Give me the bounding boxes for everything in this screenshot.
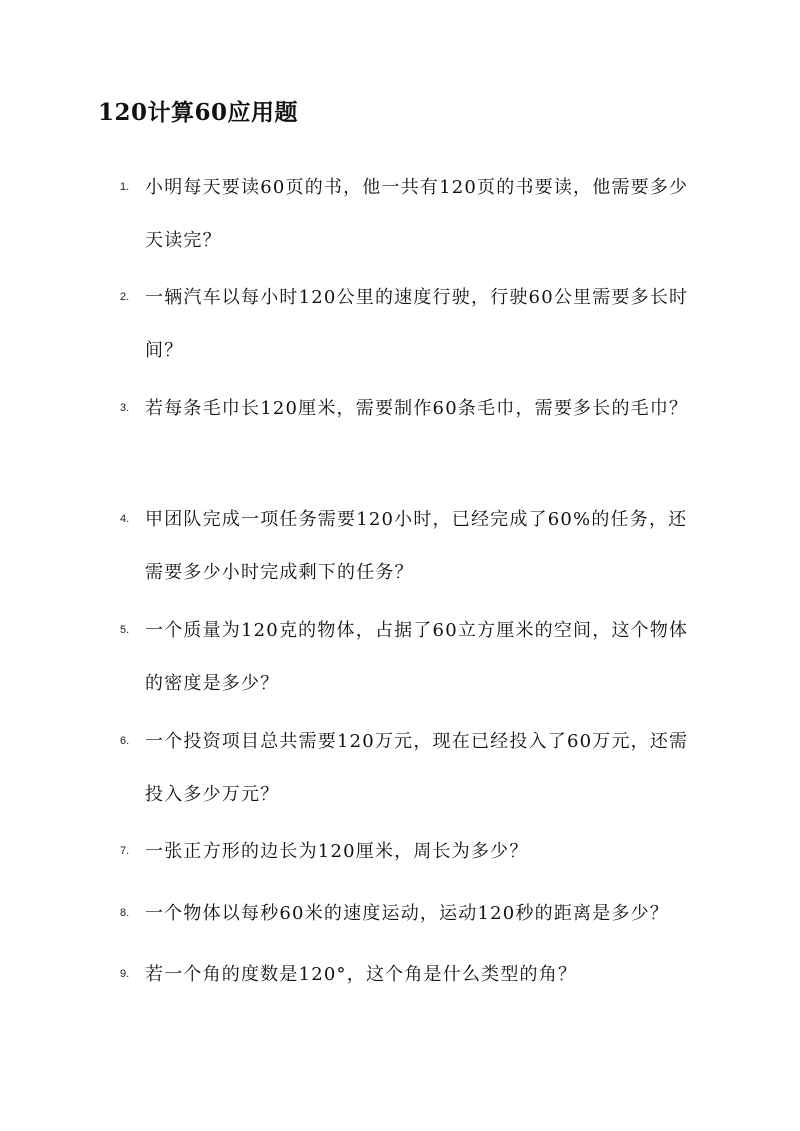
question-number: 8. bbox=[120, 907, 130, 919]
question-text: 若每条毛巾长120厘米，需要制作60条毛巾，需要多长的毛巾？ bbox=[145, 398, 689, 419]
question-number: 6. bbox=[120, 735, 130, 747]
question-number: 1. bbox=[120, 181, 130, 193]
question-number: 2. bbox=[120, 291, 130, 303]
question-text: 一张正方形的边长为120厘米，周长为多少？ bbox=[145, 841, 529, 862]
question-text: 一个物体以每秒60米的速度运动，运动120秒的距离是多少？ bbox=[145, 903, 670, 924]
question-number: 9. bbox=[120, 968, 130, 980]
question-text: 小明每天要读60页的书，他一共有120页的书要读，他需要多少天读完？ bbox=[145, 177, 689, 251]
question-text: 一辆汽车以每小时120公里的速度行驶，行驶60公里需要多长时间？ bbox=[145, 287, 689, 361]
page-title: 120计算60应用题 bbox=[98, 99, 299, 126]
question-number: 4. bbox=[120, 513, 130, 525]
question-number: 7. bbox=[120, 845, 130, 857]
question-number: 5. bbox=[120, 624, 130, 636]
question-text: 甲团队完成一项任务需要120小时，已经完成了60%的任务，还需要多少小时完成剩下的任务？ bbox=[145, 509, 688, 583]
question-number: 3. bbox=[120, 402, 130, 414]
question-text: 若一个角的度数是120°，这个角是什么类型的角？ bbox=[145, 964, 578, 985]
question-text: 一个质量为120克的物体，占据了60立方厘米的空间，这个物体的密度是多少？ bbox=[145, 620, 689, 694]
question-text: 一个投资项目总共需要120万元，现在已经投入了60万元，还需投入多少万元？ bbox=[145, 731, 689, 805]
